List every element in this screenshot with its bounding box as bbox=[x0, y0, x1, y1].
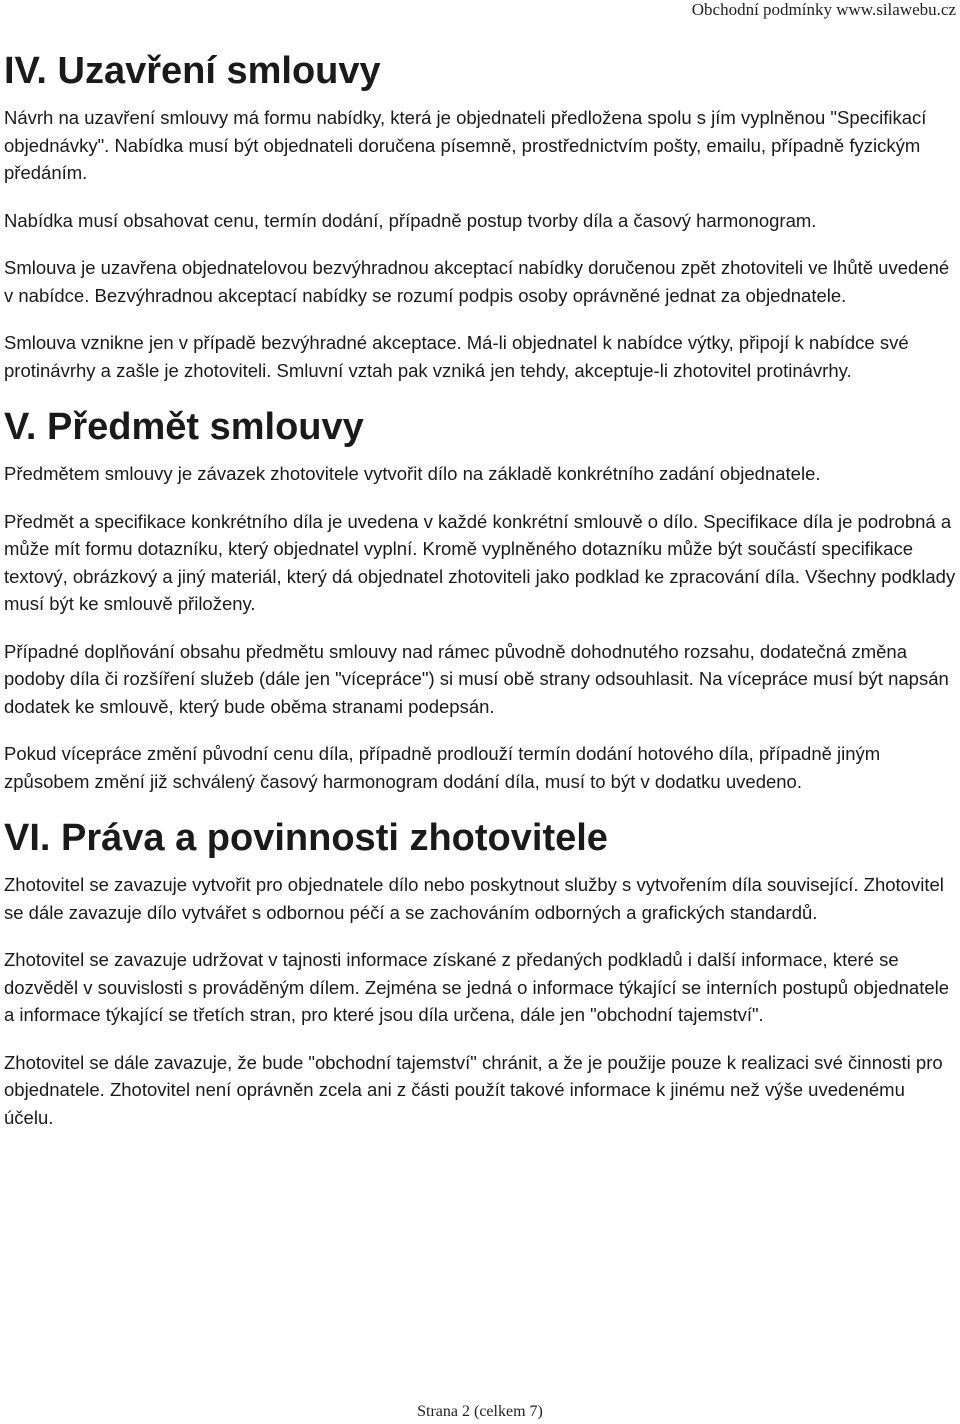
paragraph: Smlouva je uzavřena objednatelovou bezvýhradnou akceptací nabídky doručenou zpět zhotoviteli ve lhůtě uvedené v nabídce. Bezvýhradnou akceptací nabídky se rozumí podpis osoby oprávněné jednat za objednatele. bbox=[4, 257, 950, 306]
paragraph: Případné doplňování obsahu předmětu smlouvy nad rámec původně dohodnutého rozsahu, dodatečná změna podoby díla či rozšíření služeb (dále jen "vícepráce") si musí obě strany odsouhlasit. Na vícepráce musí být napsán dodatek ke smlouvě, který bude oběma stranami podepsán. bbox=[4, 640, 949, 717]
running-header: Obchodní podmínky www.silawebu.cz bbox=[691, 0, 956, 19]
section-heading: VI. Práva a povinnosti zhotovitele bbox=[4, 817, 608, 859]
paragraph: Návrh na uzavření smlouvy má formu nabídky, která je objednateli předložena spolu s jím vyplněnou "Specifikací objednávky". Nabídka musí být objednateli doručena písemně, prostřednictvím pošty, emailu, případně fyzickým předáním. bbox=[4, 107, 927, 183]
paragraph: Pokud vícepráce změní původní cenu díla, případně prodlouží termín dodání hotového díla, případně jiným způsobem změní již schválený časový harmonogram dodání díla, musí to být v dodatku uvedeno. bbox=[4, 743, 881, 792]
paragraph: Nabídka musí obsahovat cenu, termín dodání, případně postup tvorby díla a časový harmonogram. bbox=[4, 209, 817, 231]
paragraph: Předmětem smlouvy je závazek zhotovitele vytvořit dílo na základě konkrétního zadání objednatele. bbox=[4, 463, 821, 484]
page-number: Strana 2 (celkem 7) bbox=[417, 1403, 543, 1420]
section-heading: V. Předmět smlouvy bbox=[4, 406, 364, 448]
section-predmet-smlouvy bbox=[4, 404, 956, 795]
paragraph: Zhotovitel se zavazuje udržovat v tajnosti informace získané z předaných podkladů i další informace, které se dozvěděl v souvislosti s prováděným dílem. Zejména se jedná o informace týkající se interních postupů objednatele a informace týkající se třetích stran, pro které jsou díla určena, dále jen "obchodní tajemství". bbox=[4, 949, 950, 1025]
document-body bbox=[4, 48, 956, 1151]
paragraph: Zhotovitel se dále zavazuje, že bude "obchodní tajemství" chránit, a že je použije pouze k realizaci své činnosti pro objednatele. Zhotovitel není oprávněn zcela ani z části použít takové informace k jinému než výše uvedenému účelu. bbox=[4, 1051, 943, 1128]
paragraph: Zhotovitel se zavazuje vytvořit pro objednatele dílo nebo poskytnout služby s vytvořením díla související. Zhotovitel se dále zavazuje dílo vytvářet s odbornou péčí a se zachováním odborných a grafických standardů. bbox=[4, 874, 944, 923]
section-heading: IV. Uzavření smlouvy bbox=[4, 50, 381, 92]
section-prava-a-povinnosti-zhotovitele bbox=[4, 815, 956, 1131]
paragraph: Předmět a specifikace konkrétního díla je uvedena v každé konkrétní smlouvě o dílo. Specifikace díla je podrobná a může mít formu dotazníku, který objednatel vyplní. Kromě vyplněného dotazníku může být součástí specifikace textový, obrázkový a jiný materiál, který dá objednatel zhotoviteli jako podklad ke zpracování díla. Všechny podklady musí být ke smlouvě přiloženy. bbox=[4, 510, 956, 614]
section-uzavreni-smlouvy bbox=[4, 48, 956, 384]
paragraph: Smlouva vznikne jen v případě bezvýhradné akceptace. Má-li objednatel k nabídce výtky, připojí k nabídce své protinávrhy a zašle je zhotoviteli. Smluvní vztah pak vzniká jen tehdy, akceptuje-li zhotovitel protinávrhy. bbox=[4, 332, 909, 381]
